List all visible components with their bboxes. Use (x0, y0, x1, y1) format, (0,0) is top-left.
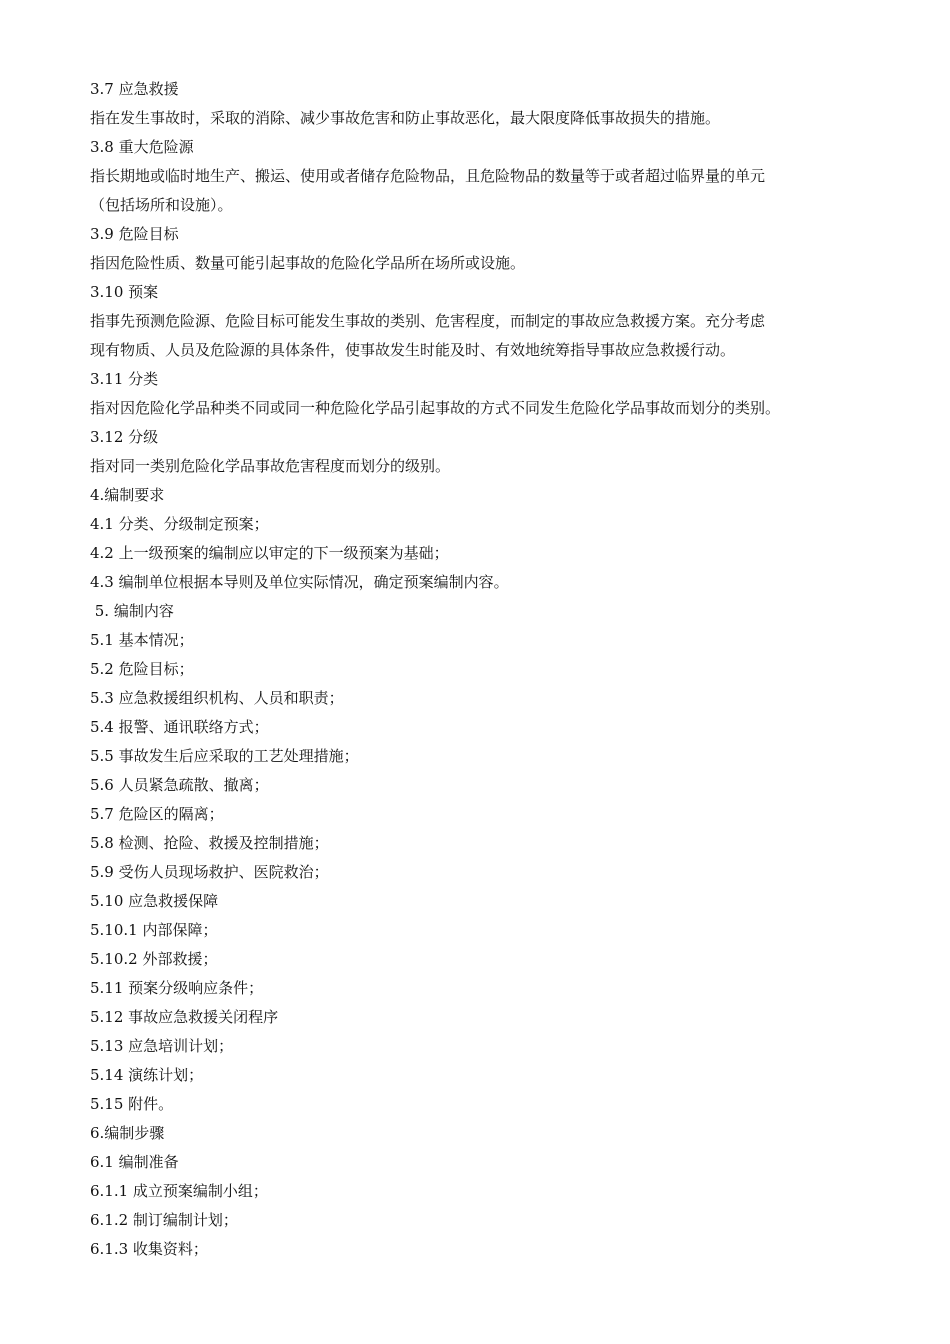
section-heading-5: 5. 编制内容 (90, 602, 174, 620)
list-item-5-11: 5.11 预案分级响应条件； (90, 979, 264, 997)
section-heading-3-11: 3.11 分类 (90, 370, 159, 388)
paragraph-3-8-line-1: 指长期地或临时地生产、搬运、使用或者储存危险物品，且危险物品的数量等于或者超过临界量的单元 (90, 167, 766, 185)
paragraph-3-9: 指因危险性质、数量可能引起事故的危险化学品所在场所或设施。 (90, 254, 526, 272)
section-heading-6: 6.编制步骤 (90, 1124, 165, 1142)
list-item-5-13: 5.13 应急培训计划； (90, 1037, 234, 1055)
list-item-5-7: 5.7 危险区的隔离； (90, 805, 224, 823)
section-heading-3-7: 3.7 应急救援 (90, 80, 179, 98)
paragraph-3-12: 指对同一类别危险化学品事故危害程度而划分的级别。 (90, 457, 451, 475)
paragraph-3-10-line-1: 指事先预测危险源、危险目标可能发生事故的类别、危害程度，而制定的事故应急救援方案。充分考虑 (90, 312, 766, 330)
paragraph-3-10-line-2: 现有物质、人员及危险源的具体条件，使事故发生时能及时、有效地统筹指导事故应急救援行动。 (90, 341, 736, 359)
paragraph-3-11: 指对因危险化学品种类不同或同一种危险化学品引起事故的方式不同发生危险化学品事故而划分的类别。 (90, 399, 781, 417)
list-item-5-10-2: 5.10.2 外部救援； (90, 950, 218, 968)
list-item-6-1: 6.1 编制准备 (90, 1153, 179, 1171)
list-item-5-3: 5.3 应急救援组织机构、人员和职责； (90, 689, 344, 707)
section-heading-3-9: 3.9 危险目标 (90, 225, 179, 243)
section-heading-4: 4.编制要求 (90, 486, 165, 504)
list-item-6-1-1: 6.1.1 成立预案编制小组； (90, 1182, 268, 1200)
document-page (90, 75, 865, 1264)
section-heading-3-12: 3.12 分级 (90, 428, 159, 446)
list-item-4-2: 4.2 上一级预案的编制应以审定的下一级预案为基础； (90, 544, 449, 562)
list-item-5-12: 5.12 事故应急救援关闭程序 (90, 1008, 279, 1026)
section-heading-3-10: 3.10 预案 (90, 283, 159, 301)
list-item-5-14: 5.14 演练计划； (90, 1066, 204, 1084)
paragraph-3-7: 指在发生事故时，采取的消除、减少事故危害和防止事故恶化，最大限度降低事故损失的措施。 (90, 109, 721, 127)
list-item-5-9: 5.9 受伤人员现场救护、医院救治； (90, 863, 329, 881)
list-item-5-1: 5.1 基本情况； (90, 631, 194, 649)
paragraph-3-8-line-2: （包括场所和设施）。 (90, 196, 233, 214)
list-item-4-1: 4.1 分类、分级制定预案； (90, 515, 269, 533)
list-item-4-3: 4.3 编制单位根据本导则及单位实际情况，确定预案编制内容。 (90, 573, 509, 591)
list-item-5-10-1: 5.10.1 内部保障； (90, 921, 218, 939)
list-item-6-1-3: 6.1.3 收集资料； (90, 1240, 208, 1258)
list-item-5-6: 5.6 人员紧急疏散、撤离； (90, 776, 269, 794)
list-item-5-5: 5.5 事故发生后应采取的工艺处理措施； (90, 747, 359, 765)
list-item-5-8: 5.8 检测、抢险、救援及控制措施； (90, 834, 329, 852)
list-item-5-4: 5.4 报警、通讯联络方式； (90, 718, 269, 736)
list-item-5-15: 5.15 附件。 (90, 1095, 174, 1113)
section-heading-3-8: 3.8 重大危险源 (90, 138, 194, 156)
list-item-5-2: 5.2 危险目标； (90, 660, 194, 678)
list-item-6-1-2: 6.1.2 制订编制计划； (90, 1211, 238, 1229)
list-item-5-10: 5.10 应急救援保障 (90, 892, 219, 910)
